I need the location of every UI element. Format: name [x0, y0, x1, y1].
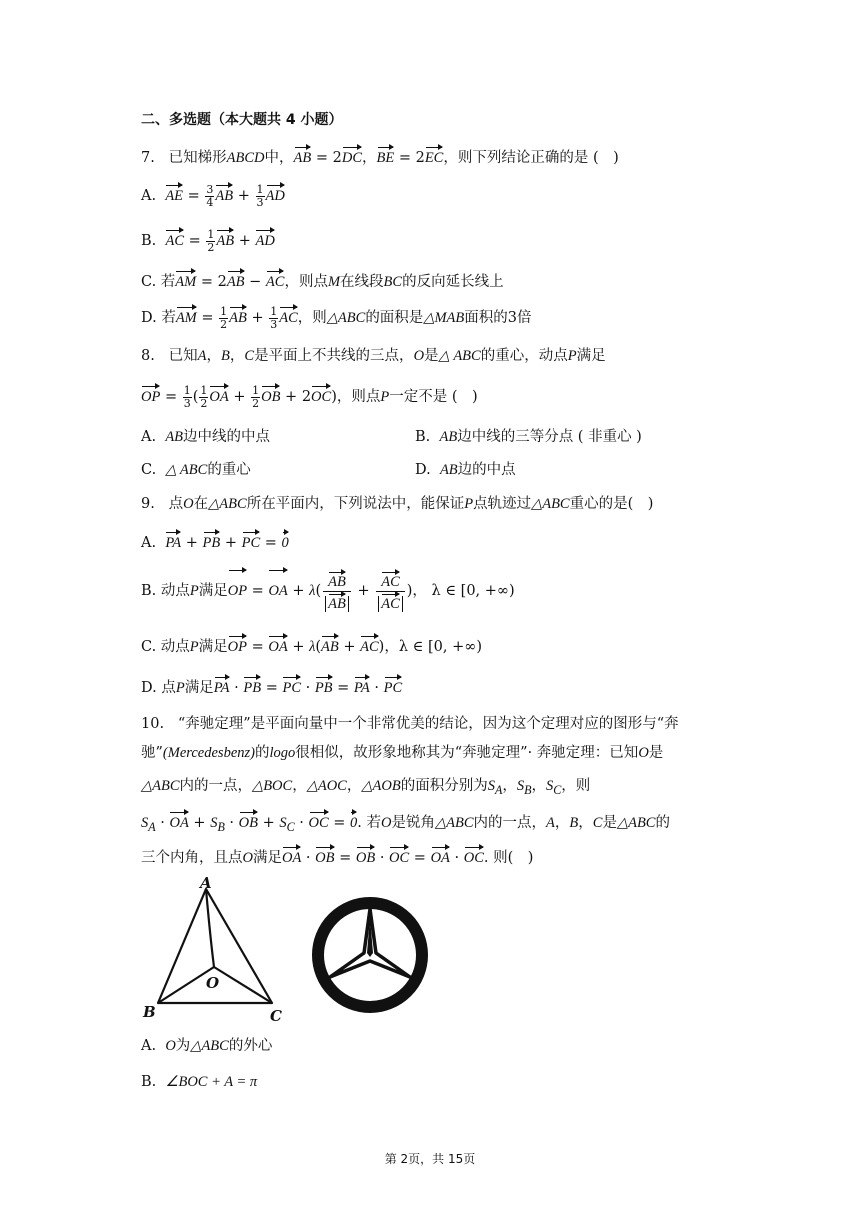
vertex-label-b: B: [143, 1003, 156, 1021]
question-8-stem: 8. 已知A，B，C是平面上不共线的三点，O是△ ABC的重心，动点P满足: [141, 348, 606, 364]
vertex-label-c: C: [270, 1007, 282, 1025]
option-9b[interactable]: B. 动点P满足OP = OA + λ( $\frac{AB}{AB}$ + $\frac{AC}{AC}$ )， λ ∈ [0, +∞): [141, 568, 515, 613]
option-9a[interactable]: A. PA + PB + PC = 0: [141, 530, 289, 553]
question-10-line-3: △ABC内的一点，△BOC，△AOC，△AOB的面积分别为$S_A$，$S_B$，$S_C$，则: [141, 778, 591, 797]
vertex-label-a: A: [200, 875, 212, 892]
vertex-label-o: O: [206, 974, 220, 992]
triangle-figure: [140, 875, 300, 1025]
option-8d[interactable]: D. AB边的中点: [415, 462, 516, 478]
option-8c[interactable]: C. △ ABC的重心: [141, 462, 251, 478]
option-7c[interactable]: C. 若AM = 2AB − AC，则点M在线段BC的反向延长线上: [141, 269, 504, 292]
question-7-stem: 7. 已知梯形ABCD中，AB = 2DC，BE = 2EC，则下列结论正确的是 ( ): [141, 145, 619, 168]
option-7a[interactable]: A. AE = $\frac{3}{4}$ AB + $\frac{1}{3}$ AD: [141, 182, 285, 209]
line-co: [214, 967, 272, 1003]
question-10-line-2: 驰”(Mercedesbenz)的logo很相似，故形象地称其为“奔驰定理”· 奔驰定理：已知O是: [141, 745, 664, 761]
option-9c[interactable]: C. 动点P满足OP = OA + λ(AB + AC)，λ ∈ [0, +∞): [141, 634, 482, 657]
option-10b[interactable]: B. ∠BOC + A = π: [141, 1074, 258, 1090]
question-10-line-5: 三个内角，且点O满足OA · OB = OB · OC = OA · OC. 则( ): [141, 845, 533, 868]
question-number: 7.: [141, 150, 155, 166]
option-10a[interactable]: A. O为△ABC的外心: [141, 1038, 273, 1054]
mercedes-logo-figure: [310, 895, 430, 1015]
option-8b[interactable]: B. AB边中线的三等分点 ( 非重心 ): [415, 429, 642, 445]
question-8-formula: OP = $\frac{1}{3}$ ( $\frac{1}{2}$ OA + $\frac{1}{2}$ OB + 2OC)，则点P一定不是 ( ): [141, 383, 478, 410]
option-7b[interactable]: B. AC = $\frac{1}{2}$ AB + AD: [141, 227, 275, 254]
section-title: 二、多选题（本大题共 4 小题）: [141, 112, 343, 128]
option-9d[interactable]: D. 点P满足PA · PB = PC · PB = PA · PC: [141, 675, 402, 698]
question-10-line-4: $S_A$ · OA + $S_B$ · OB + $S_C$ · OC = 0. 若O是锐角△ABC内的一点，A，B，C是△ABC的: [141, 810, 670, 837]
question-9-stem: 9. 点O在△ABC所在平面内，下列说法中，能保证P点轨迹过△ABC重心的是( ): [141, 496, 654, 512]
page-footer: 第 2页，共 15页: [384, 1152, 476, 1166]
option-7d[interactable]: D. 若AM = $\frac{1}{2}$ AB + $\frac{1}{3}$ AC，则△ABC的面积是△MAB面积的3倍: [141, 304, 532, 331]
question-number: 9.: [141, 496, 155, 512]
question-number: 8.: [141, 348, 155, 364]
question-10-line-1: 10. “奔驰定理”是平面向量中一个非常优美的结论，因为这个定理对应的图形与“奔: [141, 716, 679, 732]
question-number: 10.: [141, 716, 165, 732]
option-8a[interactable]: A. AB边中线的中点: [141, 429, 271, 445]
